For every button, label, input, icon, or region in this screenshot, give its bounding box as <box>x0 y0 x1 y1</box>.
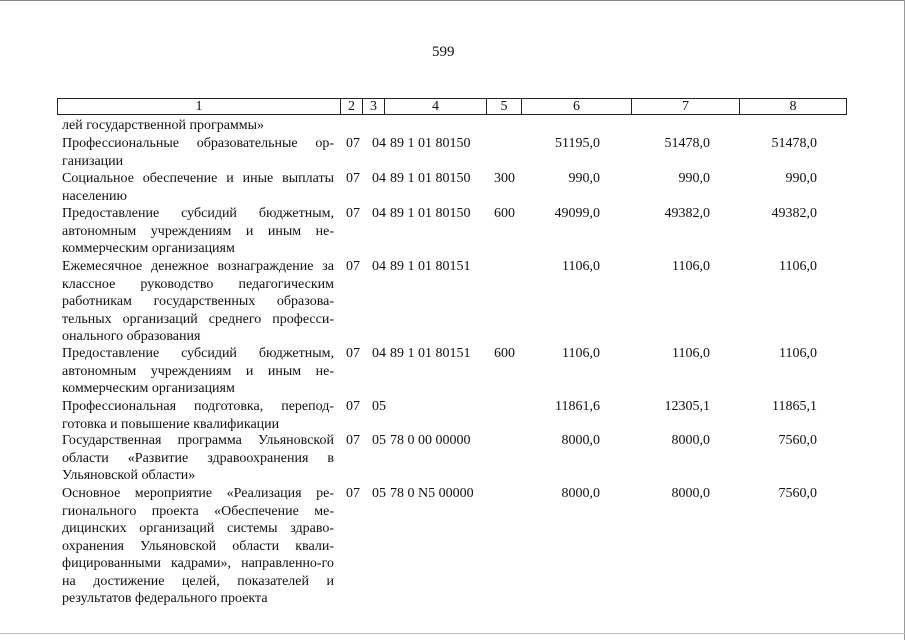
cell-amount-6: 49099,0 <box>554 206 600 221</box>
table-header <box>57 98 847 115</box>
cell-expense-type: 300 <box>494 171 515 186</box>
row-description: лей государственной программы» <box>62 118 265 133</box>
row-description: Основное мероприятие «Реализация ре-гионального проекта «Обеспечение ме-дицинских организаций системы здраво-охранения Ульяновской области квали-фицированными кадрами», направленно-го на достижение целей, показателей и результатов федерального проекта <box>62 486 334 606</box>
cell-subsection: 04 <box>372 171 386 186</box>
cell-amount-6: 11861,6 <box>555 399 600 414</box>
header-col-7: 7 <box>632 99 740 114</box>
cell-section: 07 <box>346 136 360 151</box>
cell-target-item: 89 1 01 80150 <box>390 136 471 151</box>
cell-amount-7: 1106,0 <box>672 346 710 361</box>
header-col-2: 2 <box>341 99 363 114</box>
cell-amount-7: 12305,1 <box>664 399 710 414</box>
cell-subsection: 04 <box>372 206 386 221</box>
cell-amount-8: 11865,1 <box>772 399 817 414</box>
cell-amount-8: 51478,0 <box>771 136 817 151</box>
cell-amount-6: 8000,0 <box>561 486 600 501</box>
cell-section: 07 <box>346 259 360 274</box>
cell-target-item: 78 0 00 00000 <box>390 433 471 448</box>
row-description: Профессиональные образовательные ор-ганизации <box>62 136 334 169</box>
cell-amount-7: 8000,0 <box>671 486 710 501</box>
cell-subsection: 05 <box>372 399 386 414</box>
cell-target-item: 89 1 01 80151 <box>390 259 471 274</box>
cell-target-item: 78 0 N5 00000 <box>390 486 474 501</box>
cell-amount-6: 1106,0 <box>562 346 600 361</box>
cell-amount-7: 1106,0 <box>672 259 710 274</box>
header-col-3: 3 <box>363 99 385 114</box>
page-frame-bottom <box>0 633 905 634</box>
cell-section: 07 <box>346 399 360 414</box>
row-description: Профессиональная подготовка, перепод-готовка и повышение квалификации <box>62 399 334 432</box>
cell-section: 07 <box>346 206 360 221</box>
cell-amount-8: 990,0 <box>785 171 817 186</box>
cell-subsection: 04 <box>372 346 386 361</box>
cell-amount-8: 7560,0 <box>778 486 817 501</box>
cell-expense-type: 600 <box>494 206 515 221</box>
cell-amount-6: 8000,0 <box>561 433 600 448</box>
cell-amount-6: 990,0 <box>568 171 600 186</box>
cell-expense-type: 600 <box>494 346 515 361</box>
cell-target-item: 89 1 01 80150 <box>390 206 471 221</box>
cell-amount-7: 51478,0 <box>664 136 710 151</box>
cell-amount-8: 49382,0 <box>771 206 817 221</box>
header-col-1: 1 <box>58 99 341 114</box>
cell-target-item: 89 1 01 80151 <box>390 346 471 361</box>
header-col-5: 5 <box>487 99 522 114</box>
cell-subsection: 04 <box>372 136 386 151</box>
header-col-8: 8 <box>789 99 797 114</box>
row-description: Предоставление субсидий бюджетным, автономным учреждениям и иным не-коммерческим организациям <box>62 206 334 256</box>
cell-subsection: 04 <box>372 259 386 274</box>
header-col-6: 6 <box>522 99 632 114</box>
page-number: 599 <box>432 44 455 60</box>
cell-section: 07 <box>346 171 360 186</box>
cell-amount-7: 49382,0 <box>664 206 710 221</box>
cell-amount-8: 1106,0 <box>779 259 817 274</box>
cell-amount-8: 7560,0 <box>778 433 817 448</box>
row-description: Предоставление субсидий бюджетным, автономным учреждениям и иным не-коммерческим организациям <box>62 346 334 396</box>
cell-amount-7: 8000,0 <box>671 433 710 448</box>
row-description: Государственная программа Ульяновской области «Развитие здравоохранения в Ульяновской области» <box>62 433 334 483</box>
cell-section: 07 <box>346 486 360 501</box>
page-frame-top <box>0 0 905 1</box>
cell-amount-8: 1106,0 <box>779 346 817 361</box>
row-description: Ежемесячное денежное вознаграждение за классное руководство педагогическим работникам государственных образова-тельных организаций среднего професси-онального образования <box>62 259 334 344</box>
cell-amount-6: 51195,0 <box>555 136 600 151</box>
cell-section: 07 <box>346 346 360 361</box>
cell-amount-6: 1106,0 <box>562 259 600 274</box>
cell-target-item: 89 1 01 80150 <box>390 171 471 186</box>
cell-subsection: 05 <box>372 433 386 448</box>
cell-amount-7: 990,0 <box>678 171 710 186</box>
cell-subsection: 05 <box>372 486 386 501</box>
row-description: Социальное обеспечение и иные выплаты населению <box>62 171 334 204</box>
header-col-4: 4 <box>385 99 487 114</box>
cell-section: 07 <box>346 433 360 448</box>
